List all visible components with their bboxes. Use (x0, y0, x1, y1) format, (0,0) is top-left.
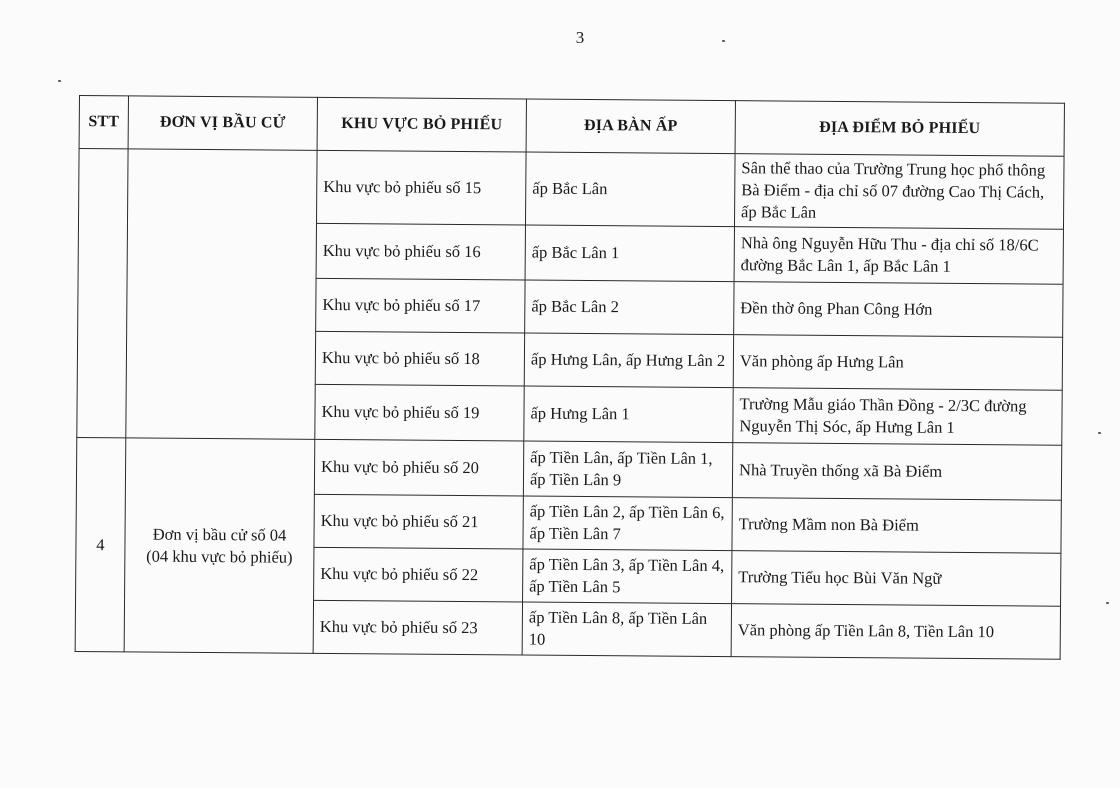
polling-table (75, 95, 1065, 660)
scan-speck (1106, 602, 1109, 604)
scan-speck (58, 80, 61, 82)
area-cell: Khu vực bỏ phiếu số 23 (313, 600, 522, 655)
hamlet-cell: ấp Tiền Lân 8, ấp Tiền Lân 10 (522, 602, 731, 657)
area-cell: Khu vực bỏ phiếu số 22 (314, 547, 523, 602)
table-row (79, 149, 1065, 230)
area-cell: Khu vực bỏ phiếu số 20 (314, 439, 523, 496)
unit-note: (04 khu vực bỏ phiếu) (146, 546, 293, 567)
place-cell: Sân thể thao của Trường Trung học phổ thông Bà Điểm - địa chỉ số 07 đường Cao Thị Cách, ấp Bắc Lân (734, 154, 1064, 230)
table-row (76, 437, 1061, 500)
hamlet-cell: ấp Tiền Lân 2, ấp Tiền Lân 6, ấp Tiền Lân 7 (523, 496, 732, 551)
area-cell: Khu vực bỏ phiếu số 15 (316, 150, 526, 225)
scan-speck (722, 40, 725, 42)
scan-speck (1098, 432, 1101, 434)
unit-name: Đơn vị bầu cử số 04 (152, 524, 287, 545)
unit-cell (124, 438, 315, 653)
stt-cell-empty (77, 149, 128, 438)
hamlet-cell: ấp Bắc Lân 1 (525, 225, 734, 282)
hamlet-cell: ấp Tiền Lân 3, ấp Tiền Lân 4, ấp Tiền Lân 5 (523, 549, 732, 604)
place-cell: Trường Mầm non Bà Điểm (732, 498, 1061, 554)
hamlet-cell: ấp Bắc Lân 2 (525, 280, 734, 335)
place-cell: Văn phòng ấp Hưng Lân (733, 335, 1062, 391)
place-cell: Nhà ông Nguyễn Hữu Thu - địa chỉ số 18/6C đường Bắc Lân 1, ấp Bắc Lân 1 (734, 227, 1063, 285)
table-header-row (79, 96, 1064, 157)
area-cell: Khu vực bỏ phiếu số 18 (315, 331, 524, 386)
place-cell: Trường Tiểu học Bùi Văn Ngữ (732, 551, 1061, 607)
hamlet-cell: ấp Hưng Lân, ấp Hưng Lân 2 (524, 333, 733, 388)
header-area: KHU VỰC BỎ PHIẾU (317, 97, 526, 152)
place-cell: Nhà Truyền thống xã Bà Điểm (732, 443, 1061, 501)
stt-cell: 4 (75, 437, 126, 651)
place-cell: Đền thờ ông Phan Công Hớn (734, 282, 1063, 338)
hamlet-cell: ấp Hưng Lân 1 (524, 386, 733, 443)
hamlet-cell: ấp Tiền Lân, ấp Tiền Lân 1, ấp Tiền Lân 9 (523, 441, 732, 498)
place-cell: Văn phòng ấp Tiền Lân 8, Tiền Lân 10 (731, 604, 1060, 660)
header-stt: STT (79, 96, 128, 149)
header-hamlet: ĐỊA BÀN ẤP (526, 99, 735, 154)
hamlet-cell: ấp Bắc Lân (525, 152, 735, 227)
area-cell: Khu vực bỏ phiếu số 16 (316, 223, 525, 280)
header-unit: ĐƠN VỊ BẦU CỬ (128, 96, 317, 150)
area-cell: Khu vực bỏ phiếu số 17 (316, 278, 525, 333)
place-cell: Trường Mẫu giáo Thần Đồng - 2/3C đường Nguyễn Thị Sóc, ấp Hưng Lân 1 (733, 388, 1062, 446)
page-number: 3 (575, 28, 585, 47)
header-place: ĐỊA ĐIỂM BỎ PHIẾU (735, 101, 1064, 157)
area-cell: Khu vực bỏ phiếu số 21 (314, 494, 523, 549)
unit-cell-empty (126, 149, 317, 439)
area-cell: Khu vực bỏ phiếu số 19 (315, 384, 524, 441)
